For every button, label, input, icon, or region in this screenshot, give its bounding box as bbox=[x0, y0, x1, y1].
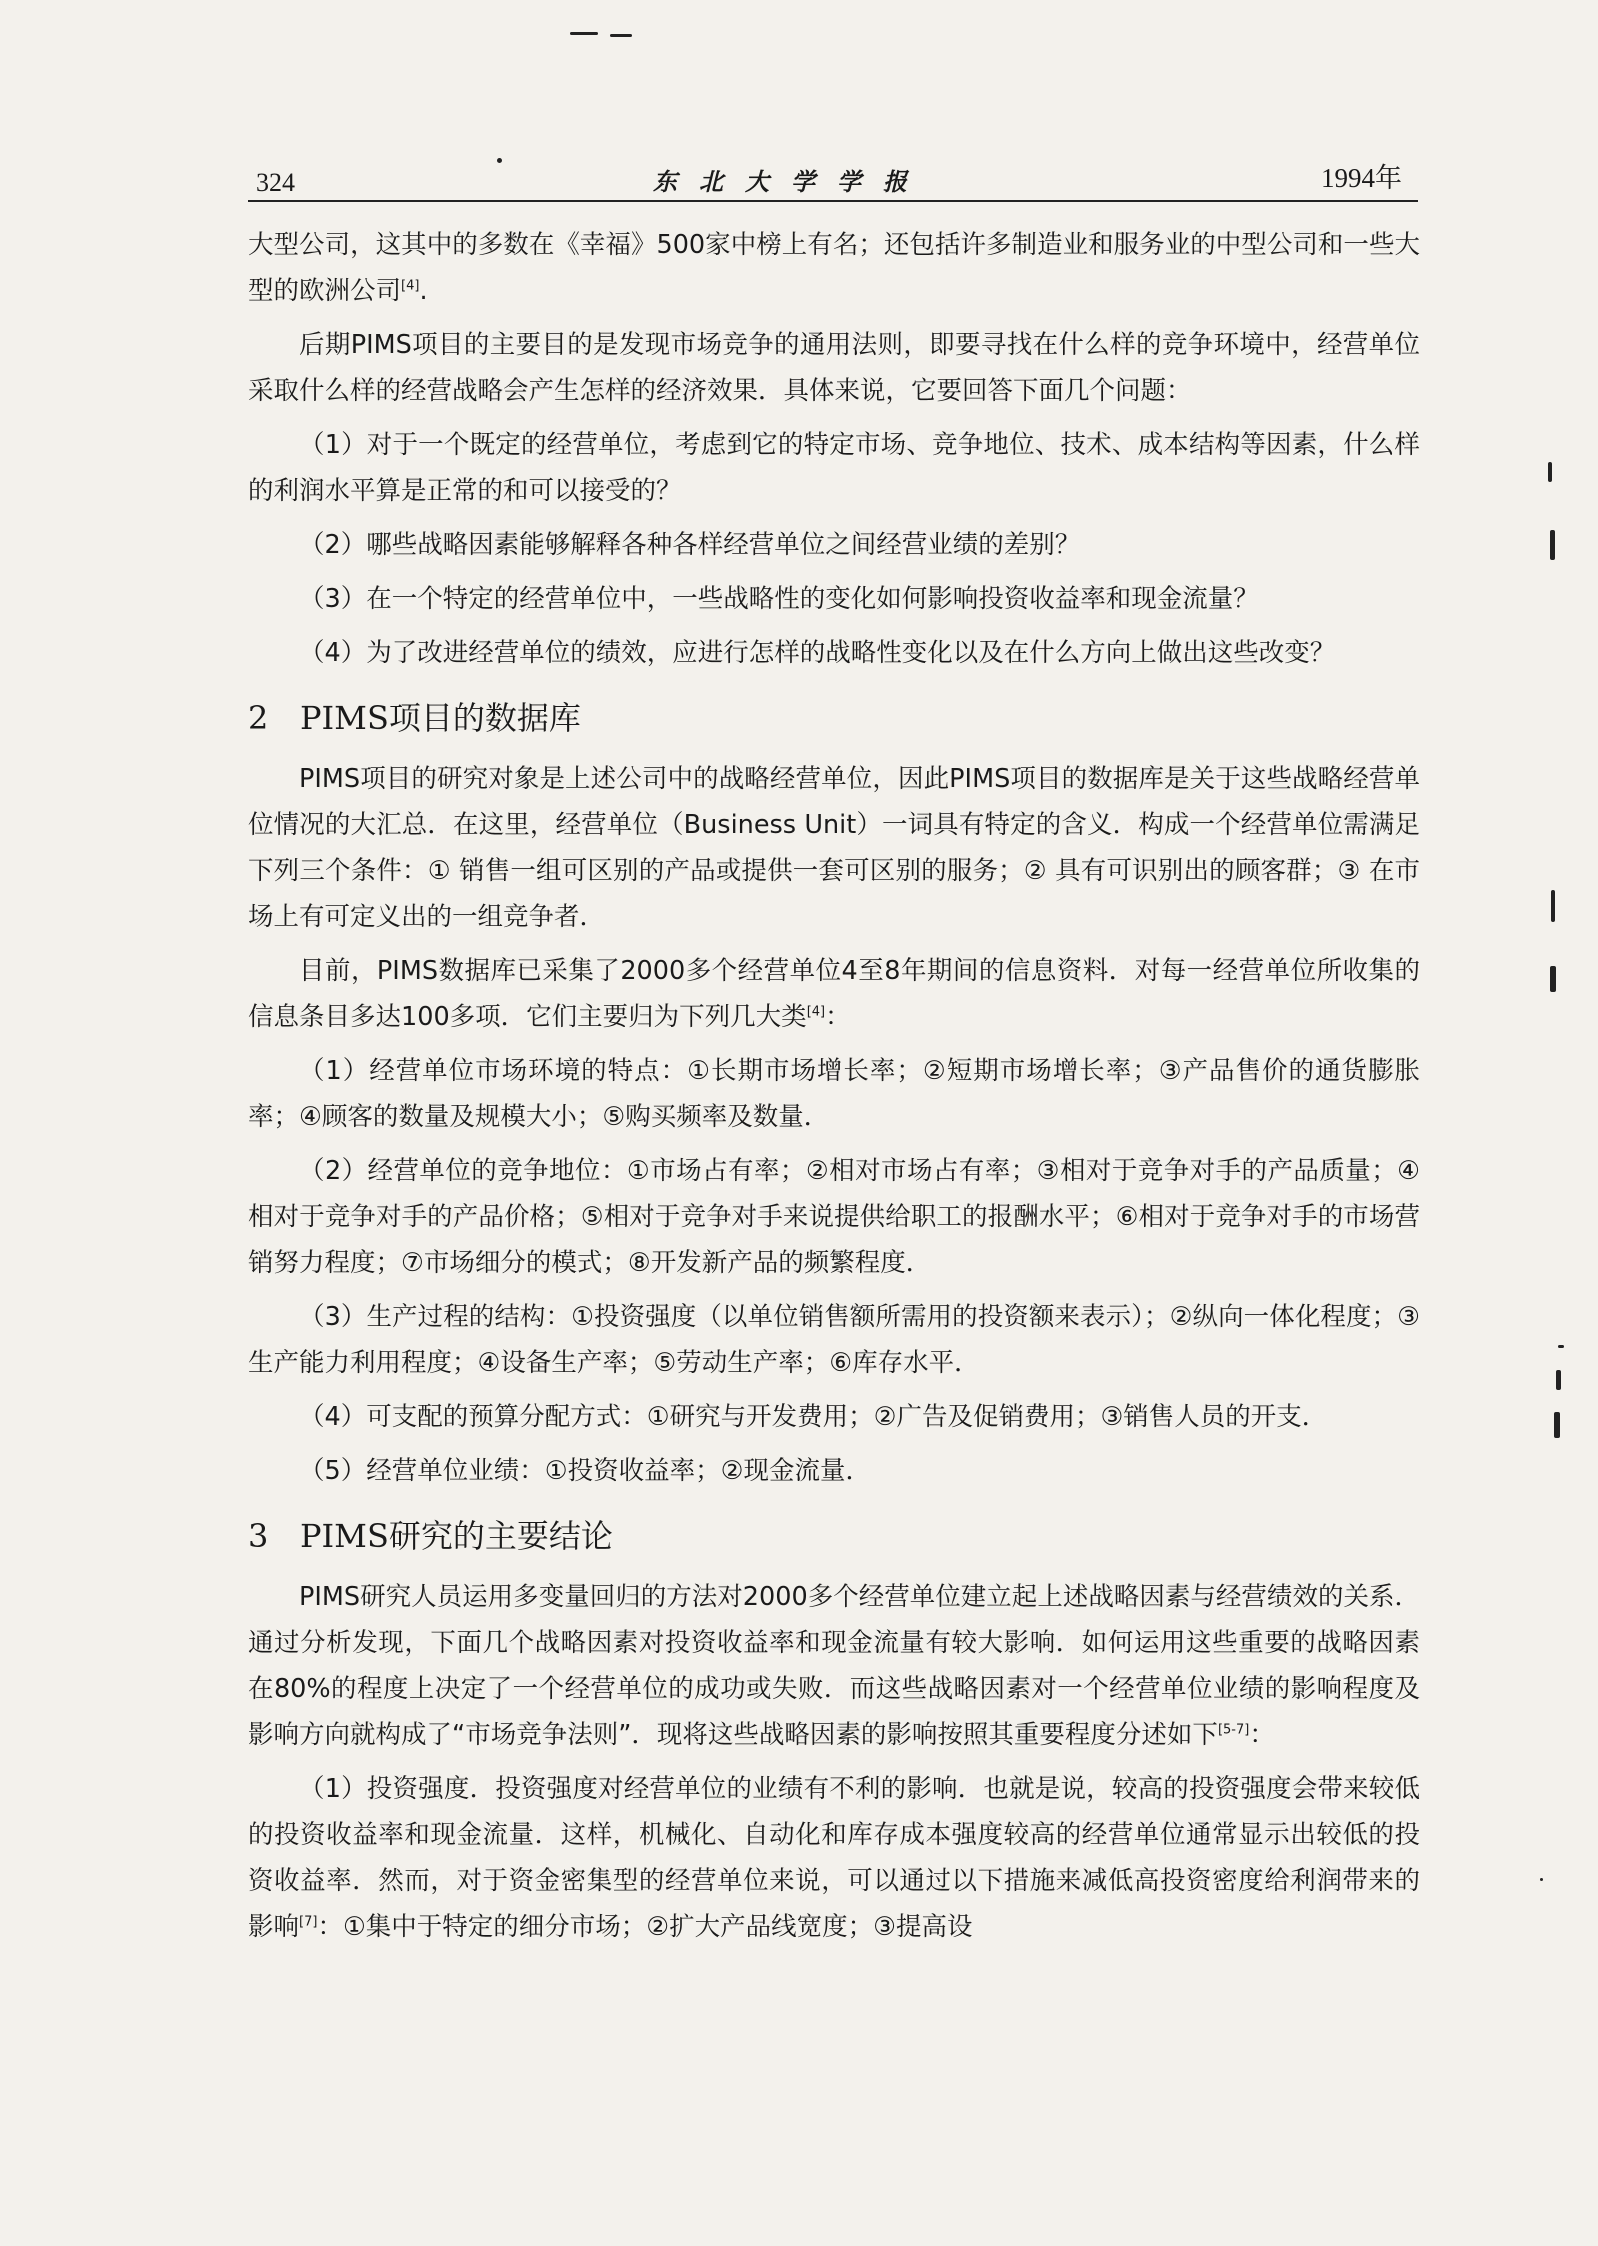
paragraph: （4）可支配的预算分配方式：①研究与开发费用；②广告及促销费用；③销售人员的开支． bbox=[299, 1402, 1328, 1432]
paragraph: （5）经营单位业绩：①投资收益率；②现金流量． bbox=[299, 1456, 871, 1486]
citation: [5-7] bbox=[1217, 1722, 1250, 1738]
paragraph: （4）为了改进经营单位的绩效，应进行怎样的战略性变化以及在什么方向上做出这些改变？ bbox=[299, 638, 1336, 668]
section-heading: 3 PIMS研究的主要结论 bbox=[248, 1517, 613, 1555]
scan-mark-top bbox=[610, 34, 632, 37]
journal-name: 东北大学学报 bbox=[653, 167, 929, 196]
scan-mark-right bbox=[1558, 1345, 1564, 1348]
paragraph: PIMS研究人员运用多变量回归的方法对2000多个经营单位建立起上述战略因素与经营绩效的关系．通过分析发现，下面几个战略因素对投资收益率和现金流量有较大影响．如何运用这些重要的战略因素在80%的程度上决定了一个经营单位的成功或失败．而这些战略因素对一个经营单位业绩的影响程度及影响方向就构成了“市场竞争法则”．现将这些战略因素的影响按照其重要程度分述如下[5-7]： bbox=[248, 1582, 1420, 1750]
citation: [4] bbox=[401, 278, 420, 294]
paragraph: 大型公司，这其中的多数在《幸福》500家中榜上有名；还包括许多制造业和服务业的中型公司和一些大型的欧洲公司[4]. bbox=[248, 230, 1420, 306]
page-number: 324 bbox=[256, 168, 295, 197]
paragraph: PIMS项目的研究对象是上述公司中的战略经营单位，因此PIMS项目的数据库是关于这些战略经营单位情况的大汇总．在这里，经营单位（Business Unit）一词具有特定的含义．构成一个经营单位需满足下列三个条件：① 销售一组可区别的产品或提供一套可区别的服务；② 具有可识别出的顾客群；③ 在市场上有可定义出的一组竞争者． bbox=[248, 764, 1420, 932]
running-header bbox=[248, 150, 1418, 200]
scan-mark-right bbox=[1554, 1412, 1560, 1438]
header-rule bbox=[248, 200, 1418, 202]
scan-mark-top bbox=[570, 32, 598, 35]
scan-mark-right bbox=[1550, 966, 1556, 992]
paragraph: （3）生产过程的结构：①投资强度（以单位销售额所需用的投资额来表示）；②纵向一体化程度；③生产能力利用程度；④设备生产率；⑤劳动生产率；⑥库存水平． bbox=[248, 1302, 1420, 1378]
scan-mark-bottom bbox=[1540, 1878, 1543, 1881]
article-body bbox=[248, 222, 1420, 1958]
paragraph: （1）经营单位市场环境的特点：①长期市场增长率；②短期市场增长率；③产品售价的通货膨胀率；④顾客的数量及规模大小；⑤购买频率及数量． bbox=[248, 1056, 1420, 1132]
paragraph: 目前，PIMS数据库已采集了2000多个经营单位4至8年期间的信息资料．对每一经营单位所收集的信息条目多达100多项．它们主要归为下列几大类[4]： bbox=[248, 956, 1420, 1032]
scan-mark-right bbox=[1548, 462, 1552, 482]
paragraph: （1）对于一个既定的经营单位，考虑到它的特定市场、竞争地位、技术、成本结构等因素，什么样的利润水平算是正常的和可以接受的？ bbox=[248, 430, 1420, 506]
section-heading: 2 PIMS项目的数据库 bbox=[248, 699, 581, 737]
paragraph: （1）投资强度．投资强度对经营单位的业绩有不利的影响．也就是说，较高的投资强度会带来较低的投资收益率和现金流量．这样，机械化、自动化和库存成本强度较高的经营单位通常显示出较低的投资收益率．然而，对于资金密集型的经营单位来说，可以通过以下措施来减低高投资密度给利润带来的影响[7]：①集中于特定的细分市场；②扩大产品线宽度；③提高设 bbox=[248, 1774, 1420, 1942]
citation: [7] bbox=[299, 1914, 318, 1930]
scan-mark-right bbox=[1551, 890, 1555, 922]
scan-mark-right bbox=[1550, 530, 1555, 560]
paragraph: （3）在一个特定的经营单位中，一些战略性的变化如何影响投资收益率和现金流量？ bbox=[299, 584, 1259, 614]
paragraph: 后期PIMS项目的主要目的是发现市场竞争的通用法则，即要寻找在什么样的竞争环境中，经营单位采取什么样的经营战略会产生怎样的经济效果．具体来说，它要回答下面几个问题： bbox=[248, 330, 1420, 406]
scan-mark-right bbox=[1556, 1370, 1561, 1390]
paragraph: （2）哪些战略因素能够解释各种各样经营单位之间经营业绩的差别？ bbox=[299, 530, 1081, 560]
publication-year: 1994年 bbox=[1321, 163, 1402, 193]
citation: [4] bbox=[806, 1004, 826, 1020]
paragraph: （2）经营单位的竞争地位：①市场占有率；②相对市场占有率；③相对于竞争对手的产品质量；④相对于竞争对手的产品价格；⑤相对于竞争对手来说提供给职工的报酬水平；⑥相对于竞争对手的市场营销努力程度；⑦市场细分的模式；⑧开发新产品的频繁程度． bbox=[248, 1156, 1420, 1278]
